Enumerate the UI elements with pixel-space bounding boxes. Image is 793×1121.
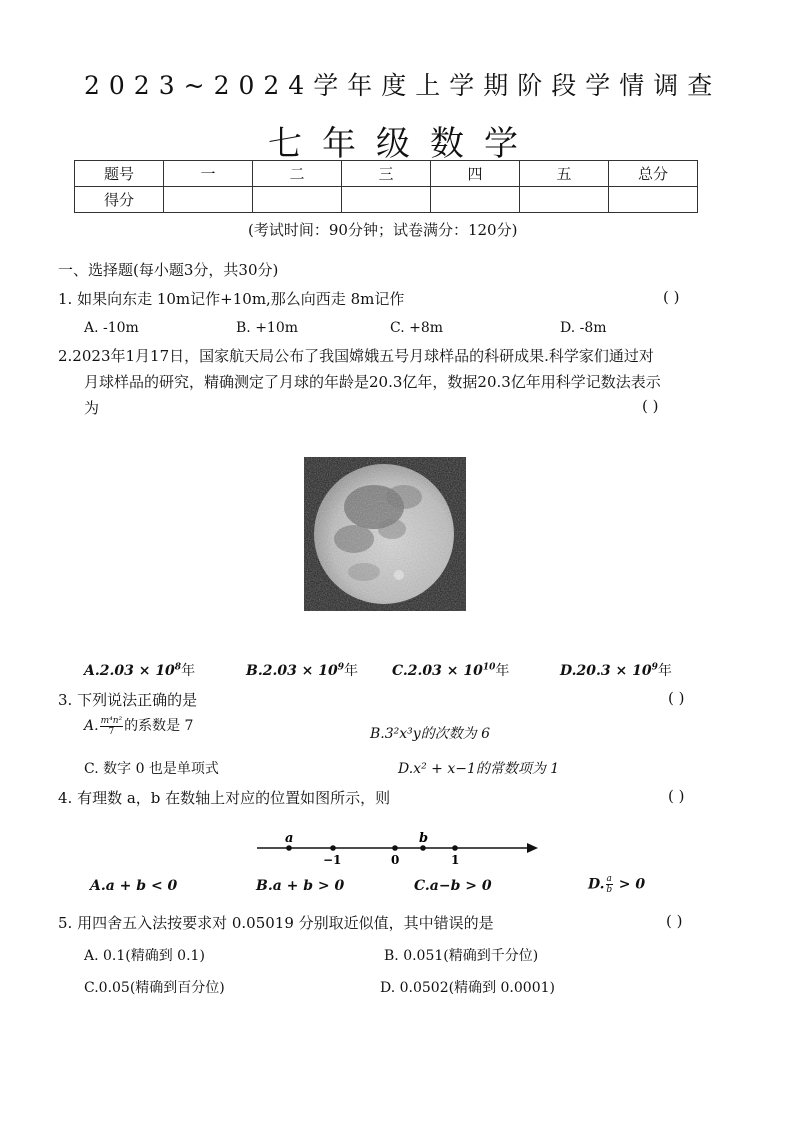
point-zero: [392, 845, 398, 851]
q2-option-a: $A.2.03 \times 10^8$年: [84, 662, 196, 679]
q2-stem-line: 月球样品的研究，精确测定了月球的年龄是20.3亿年，数据20.3亿年用科学记数法表示: [84, 373, 661, 391]
score-table-score-row: [75, 187, 698, 213]
q1-option-a: A. -10m: [84, 320, 139, 336]
score-table: [74, 160, 698, 213]
q4-option-a: A.a + b < 0: [90, 878, 178, 894]
score-table-cell: 总分: [609, 161, 698, 187]
q5-option-b: B. 0.051(精确到千分位): [384, 948, 539, 964]
q3-option-c: C. 数字 0 也是单项式: [84, 761, 219, 777]
q5-option-c: C.0.05(精确到百分位): [84, 980, 225, 996]
q4-option-b: B.a + b > 0: [256, 878, 345, 894]
q5-stem: 5. 用四舍五入法按要求对 0.05019 分别取近似值，其中错误的是: [58, 914, 494, 932]
q3-option-a: A. $\frac{\text{m⁴n²}}{7}$ 的系数是 7: [84, 715, 194, 737]
q2-option-d: $D.20.3 \times 10^9$年: [560, 662, 672, 679]
score-blank-cell: [164, 187, 253, 213]
q2-stem-line: 为: [84, 399, 100, 417]
q4-option-c: C.a−b > 0: [414, 878, 492, 894]
score-table-cell: 题号: [75, 161, 164, 187]
label-b: b: [419, 831, 429, 846]
section-heading: 一、选择题(每小题3分，共30分): [58, 261, 279, 279]
score-table-cell: 一: [164, 161, 253, 187]
q3-option-b: B.3²x³y的次数为 6: [370, 726, 491, 742]
point-a: [286, 845, 292, 851]
arrow-icon: [527, 843, 538, 853]
point-minus-one: [330, 845, 336, 851]
q3-option-d: D.x² + x−1的常数项为 1: [398, 761, 560, 777]
q1-option-d: D. -8m: [560, 320, 607, 336]
label-one: 1: [451, 853, 460, 867]
score-table-cell: 得分: [75, 187, 164, 213]
label-zero: 0: [391, 853, 400, 867]
q1-option-c: C. +8m: [390, 320, 444, 336]
score-blank-cell: [253, 187, 342, 213]
exam-title: 2023~2024学年度上学期阶段学情调查: [84, 71, 722, 100]
q5-option-d: D. 0.0502(精确到 0.0001): [380, 980, 555, 996]
score-table-cell: 五: [520, 161, 609, 187]
q4-answer-paren: ( ): [668, 787, 685, 805]
score-blank-cell: [342, 187, 431, 213]
q2-stem-line: 2.2023年1月17日，国家航天局公布了我国嫦娥五号月球样品的科研成果.科学家们通过对: [58, 347, 654, 365]
score-table-cell: 四: [431, 161, 520, 187]
exam-info: (考试时间：90分钟；试卷满分：120分): [248, 221, 518, 239]
q4-stem: 4. 有理数 a，b 在数轴上对应的位置如图所示，则: [58, 789, 391, 807]
q2-option-b: $B.2.03 \times 10^9$年: [246, 662, 359, 679]
point-one: [452, 845, 458, 851]
label-minus-one: −1: [323, 853, 342, 867]
q4-option-d: D. $\frac{a}{b} > 0$: [588, 874, 646, 895]
q2-answer-paren: ( ): [642, 397, 659, 415]
q1-stem: 1. 如果向东走 10m记作+10m,那么向西走 8m记作: [58, 290, 405, 308]
score-table-header-row: [75, 161, 698, 187]
q5-option-a: A. 0.1(精确到 0.1): [84, 948, 205, 964]
q1-option-b: B. +10m: [236, 320, 299, 336]
score-table-cell: 三: [342, 161, 431, 187]
q1-answer-paren: ( ): [663, 288, 680, 306]
score-blank-cell: [431, 187, 520, 213]
point-b: [420, 845, 426, 851]
label-a: a: [285, 831, 294, 846]
score-blank-cell: [609, 187, 698, 213]
subject-title: 七年级数学: [268, 124, 538, 164]
score-blank-cell: [520, 187, 609, 213]
q3-answer-paren: ( ): [668, 689, 685, 707]
q5-answer-paren: ( ): [666, 912, 683, 930]
moon-image: [304, 457, 466, 611]
score-table-cell: 二: [253, 161, 342, 187]
q2-option-c: $C.2.03 \times 10^{10}$年: [392, 662, 510, 679]
number-line: [255, 828, 540, 868]
q3-stem: 3. 下列说法正确的是: [58, 691, 198, 709]
